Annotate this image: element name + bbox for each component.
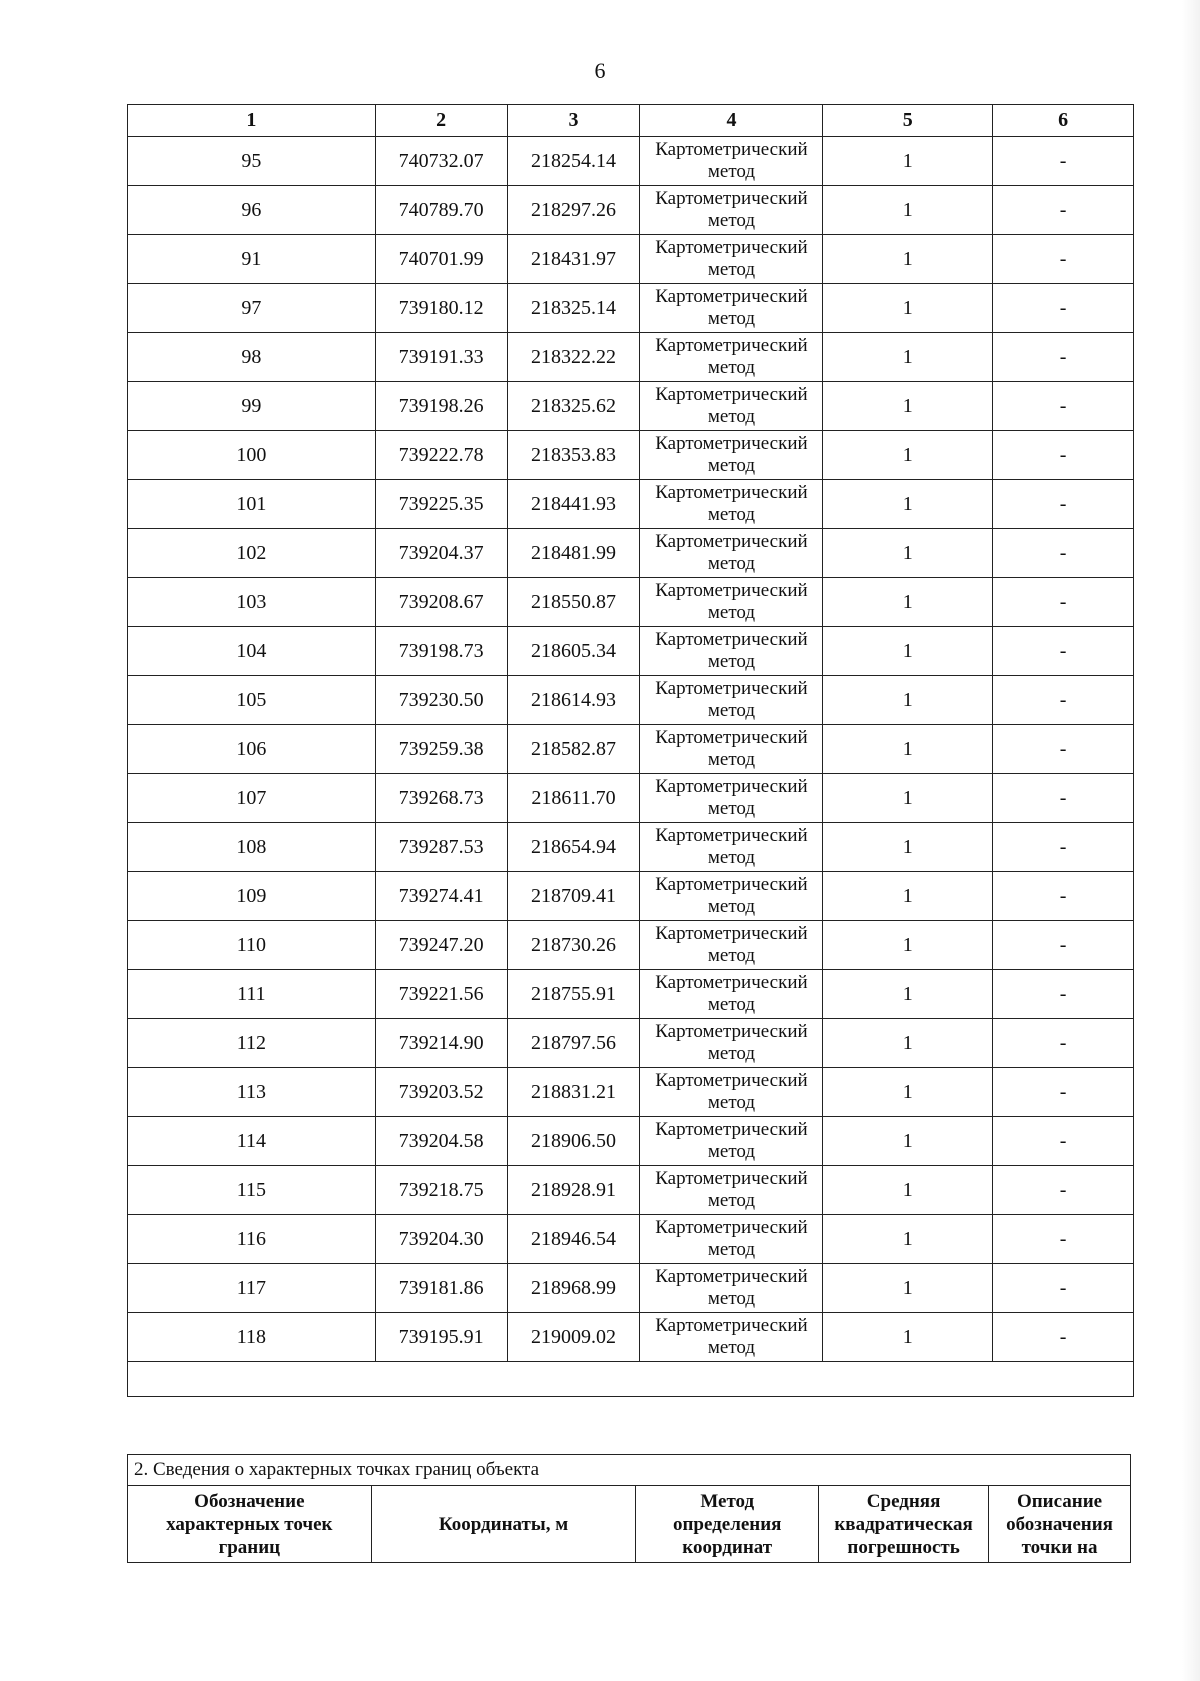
method-line: Картометрический: [655, 433, 808, 454]
method-line: Картометрический: [655, 531, 808, 552]
y-coordinate-cell: 218797.56: [507, 1019, 640, 1068]
method-line: Картометрический: [655, 188, 808, 209]
header-line: Средняя: [866, 1490, 941, 1512]
table-row: [128, 529, 1134, 578]
y-coordinate-cell: 218353.83: [507, 431, 640, 480]
description-cell: -: [993, 431, 1134, 480]
point-number-cell: 103: [128, 578, 376, 627]
x-coordinate-cell: 739203.52: [375, 1068, 507, 1117]
method-line: метод: [707, 161, 756, 182]
method-line: Картометрический: [655, 1266, 808, 1287]
method-line: Картометрический: [655, 825, 808, 846]
header-line: обозначения: [1006, 1513, 1113, 1535]
header-line: определения: [672, 1513, 782, 1535]
table-row: [128, 1068, 1134, 1117]
method-line: метод: [707, 210, 756, 231]
method-line: метод: [707, 798, 756, 819]
x-coordinate-cell: 739287.53: [375, 823, 507, 872]
table-row: [128, 872, 1134, 921]
point-number-cell: 100: [128, 431, 376, 480]
description-cell: -: [993, 235, 1134, 284]
header-line: Метод: [700, 1490, 755, 1512]
table-row: [128, 1019, 1134, 1068]
header-line: характерных точек: [166, 1513, 333, 1535]
section-title-row: [128, 1455, 1131, 1486]
method-line: метод: [707, 455, 756, 476]
method-line: Картометрический: [655, 874, 808, 895]
y-coordinate-cell: 218831.21: [507, 1068, 640, 1117]
x-coordinate-cell: 739218.75: [375, 1166, 507, 1215]
page-number: 6: [594, 58, 606, 83]
method-cell: [640, 284, 823, 333]
method-line: Картометрический: [655, 335, 808, 356]
method-line: Картометрический: [655, 286, 808, 307]
x-coordinate-cell: 739230.50: [375, 676, 507, 725]
method-cell: [640, 1166, 823, 1215]
description-cell: -: [993, 1313, 1134, 1362]
table-row: [128, 578, 1134, 627]
accuracy-cell: 1: [823, 1117, 993, 1166]
method-cell: [640, 137, 823, 186]
method-cell: [640, 725, 823, 774]
table-row: [128, 676, 1134, 725]
x-coordinate-cell: 739208.67: [375, 578, 507, 627]
point-number-cell: 117: [128, 1264, 376, 1313]
header-description: [989, 1486, 1131, 1563]
y-coordinate-cell: 218481.99: [507, 529, 640, 578]
method-cell: [640, 578, 823, 627]
header-line: Координаты, м: [438, 1513, 569, 1535]
table-row: [128, 333, 1134, 382]
method-line: метод: [707, 553, 756, 574]
table-row: [128, 186, 1134, 235]
point-number-cell: 104: [128, 627, 376, 676]
point-number-cell: 98: [128, 333, 376, 382]
x-coordinate-cell: 739259.38: [375, 725, 507, 774]
y-coordinate-cell: 218325.14: [507, 284, 640, 333]
header-line: Описание: [1016, 1490, 1103, 1512]
description-cell: -: [993, 1019, 1134, 1068]
table-row: [128, 1313, 1134, 1362]
accuracy-cell: 1: [823, 1215, 993, 1264]
description-cell: -: [993, 627, 1134, 676]
scan-edge-shadow: [1182, 0, 1200, 1681]
table-row: [128, 1166, 1134, 1215]
y-coordinate-cell: 218550.87: [507, 578, 640, 627]
description-cell: -: [993, 970, 1134, 1019]
header-line: квадратическая: [834, 1513, 973, 1535]
accuracy-cell: 1: [823, 676, 993, 725]
accuracy-cell: 1: [823, 725, 993, 774]
y-coordinate-cell: 218582.87: [507, 725, 640, 774]
method-line: Картометрический: [655, 1070, 808, 1091]
y-coordinate-cell: 218968.99: [507, 1264, 640, 1313]
method-cell: [640, 529, 823, 578]
point-number-cell: 115: [128, 1166, 376, 1215]
accuracy-cell: 1: [823, 431, 993, 480]
y-coordinate-cell: 218611.70: [507, 774, 640, 823]
accuracy-cell: 1: [823, 333, 993, 382]
y-coordinate-cell: 218730.26: [507, 921, 640, 970]
method-line: метод: [707, 1043, 756, 1064]
method-line: метод: [707, 1337, 756, 1358]
y-coordinate-cell: 218654.94: [507, 823, 640, 872]
point-number-cell: 91: [128, 235, 376, 284]
table-row: [128, 137, 1134, 186]
description-cell: -: [993, 872, 1134, 921]
method-line: Картометрический: [655, 629, 808, 650]
table-row: [128, 382, 1134, 431]
accuracy-cell: 1: [823, 823, 993, 872]
x-coordinate-cell: 740701.99: [375, 235, 507, 284]
table-row: [128, 284, 1134, 333]
coordinates-table: [127, 104, 1134, 1397]
x-coordinate-cell: 739180.12: [375, 284, 507, 333]
method-line: Картометрический: [655, 139, 808, 160]
method-cell: [640, 970, 823, 1019]
x-coordinate-cell: 739247.20: [375, 921, 507, 970]
x-coordinate-cell: 739214.90: [375, 1019, 507, 1068]
x-coordinate-cell: 739274.41: [375, 872, 507, 921]
method-cell: [640, 921, 823, 970]
method-line: Картометрический: [655, 580, 808, 601]
header-line: точки на: [1021, 1536, 1098, 1558]
table-row: [128, 1117, 1134, 1166]
x-coordinate-cell: 739221.56: [375, 970, 507, 1019]
point-number-cell: 96: [128, 186, 376, 235]
y-coordinate-cell: 218946.54: [507, 1215, 640, 1264]
column-header-2: 2: [375, 105, 507, 137]
y-coordinate-cell: 218322.22: [507, 333, 640, 382]
y-coordinate-cell: 218254.14: [507, 137, 640, 186]
method-line: метод: [707, 1288, 756, 1309]
method-line: Картометрический: [655, 972, 808, 993]
accuracy-cell: 1: [823, 284, 993, 333]
table-row: [128, 235, 1134, 284]
method-line: Картометрический: [655, 727, 808, 748]
header-coordinates: [371, 1486, 636, 1563]
method-line: метод: [707, 504, 756, 525]
method-cell: [640, 186, 823, 235]
method-line: Картометрический: [655, 482, 808, 503]
point-number-cell: 110: [128, 921, 376, 970]
section-header-row: [128, 1486, 1131, 1563]
accuracy-cell: 1: [823, 921, 993, 970]
method-line: Картометрический: [655, 1119, 808, 1140]
x-coordinate-cell: 740732.07: [375, 137, 507, 186]
method-cell: [640, 1019, 823, 1068]
header-line: границ: [218, 1536, 281, 1558]
method-line: метод: [707, 700, 756, 721]
method-line: Картометрический: [655, 776, 808, 797]
table-row: [128, 627, 1134, 676]
method-cell: [640, 431, 823, 480]
method-line: метод: [707, 896, 756, 917]
x-coordinate-cell: 739198.26: [375, 382, 507, 431]
method-cell: [640, 235, 823, 284]
description-cell: -: [993, 284, 1134, 333]
x-coordinate-cell: 739198.73: [375, 627, 507, 676]
x-coordinate-cell: 739222.78: [375, 431, 507, 480]
accuracy-cell: 1: [823, 480, 993, 529]
point-number-cell: 97: [128, 284, 376, 333]
description-cell: -: [993, 1068, 1134, 1117]
y-coordinate-cell: 218325.62: [507, 382, 640, 431]
method-cell: [640, 1117, 823, 1166]
x-coordinate-cell: 739204.58: [375, 1117, 507, 1166]
method-cell: [640, 676, 823, 725]
method-line: Картометрический: [655, 678, 808, 699]
method-cell: [640, 1264, 823, 1313]
header-point-designation: [128, 1486, 372, 1563]
x-coordinate-cell: 739195.91: [375, 1313, 507, 1362]
accuracy-cell: 1: [823, 627, 993, 676]
x-coordinate-cell: 739204.37: [375, 529, 507, 578]
header-line: Обозначение: [194, 1490, 305, 1512]
table-row: [128, 1264, 1134, 1313]
point-number-cell: 107: [128, 774, 376, 823]
method-line: Картометрический: [655, 1217, 808, 1238]
y-coordinate-cell: 218614.93: [507, 676, 640, 725]
point-number-cell: 118: [128, 1313, 376, 1362]
table-header-row: [128, 105, 1134, 137]
point-number-cell: 106: [128, 725, 376, 774]
method-line: метод: [707, 357, 756, 378]
description-cell: -: [993, 333, 1134, 382]
description-cell: -: [993, 823, 1134, 872]
point-number-cell: 101: [128, 480, 376, 529]
method-line: Картометрический: [655, 1315, 808, 1336]
point-number-cell: 114: [128, 1117, 376, 1166]
table-row: [128, 921, 1134, 970]
description-cell: -: [993, 1166, 1134, 1215]
method-cell: [640, 627, 823, 676]
method-line: метод: [707, 1239, 756, 1260]
point-number-cell: 102: [128, 529, 376, 578]
x-coordinate-cell: 739225.35: [375, 480, 507, 529]
table-row: [128, 725, 1134, 774]
point-number-cell: 109: [128, 872, 376, 921]
method-line: метод: [707, 308, 756, 329]
method-line: метод: [707, 847, 756, 868]
accuracy-cell: 1: [823, 1068, 993, 1117]
point-number-cell: 105: [128, 676, 376, 725]
column-header-1: 1: [128, 105, 376, 137]
method-line: метод: [707, 1190, 756, 1211]
method-cell: [640, 382, 823, 431]
table-row: [128, 1215, 1134, 1264]
description-cell: -: [993, 676, 1134, 725]
description-cell: -: [993, 774, 1134, 823]
point-number-cell: 95: [128, 137, 376, 186]
method-line: метод: [707, 994, 756, 1015]
description-cell: -: [993, 921, 1134, 970]
point-number-cell: 111: [128, 970, 376, 1019]
table-row: [128, 823, 1134, 872]
table-row: [128, 774, 1134, 823]
column-header-3: 3: [507, 105, 640, 137]
accuracy-cell: 1: [823, 1019, 993, 1068]
method-cell: [640, 480, 823, 529]
accuracy-cell: 1: [823, 186, 993, 235]
y-coordinate-cell: 218906.50: [507, 1117, 640, 1166]
method-cell: [640, 1215, 823, 1264]
accuracy-cell: 1: [823, 1313, 993, 1362]
column-header-4: 4: [640, 105, 823, 137]
x-coordinate-cell: 739268.73: [375, 774, 507, 823]
method-line: метод: [707, 1141, 756, 1162]
column-header-6: 6: [993, 105, 1134, 137]
table-row: [128, 970, 1134, 1019]
table-row: [128, 431, 1134, 480]
accuracy-cell: 1: [823, 970, 993, 1019]
description-cell: -: [993, 137, 1134, 186]
accuracy-cell: 1: [823, 578, 993, 627]
method-line: метод: [707, 651, 756, 672]
table-body: [128, 137, 1134, 1362]
method-line: метод: [707, 945, 756, 966]
x-coordinate-cell: 739204.30: [375, 1215, 507, 1264]
accuracy-cell: 1: [823, 529, 993, 578]
x-coordinate-cell: 739181.86: [375, 1264, 507, 1313]
y-coordinate-cell: 219009.02: [507, 1313, 640, 1362]
x-coordinate-cell: 739191.33: [375, 333, 507, 382]
accuracy-cell: 1: [823, 137, 993, 186]
description-cell: -: [993, 725, 1134, 774]
empty-cell: [128, 1362, 1134, 1397]
point-number-cell: 116: [128, 1215, 376, 1264]
method-cell: [640, 872, 823, 921]
y-coordinate-cell: 218709.41: [507, 872, 640, 921]
y-coordinate-cell: 218431.97: [507, 235, 640, 284]
x-coordinate-cell: 740789.70: [375, 186, 507, 235]
section-title: 2. Сведения о характерных точках границ объекта: [128, 1455, 1131, 1486]
accuracy-cell: 1: [823, 774, 993, 823]
method-line: метод: [707, 406, 756, 427]
header-method: [636, 1486, 819, 1563]
header-accuracy: [819, 1486, 989, 1563]
method-cell: [640, 774, 823, 823]
y-coordinate-cell: 218928.91: [507, 1166, 640, 1215]
y-coordinate-cell: 218441.93: [507, 480, 640, 529]
method-cell: [640, 823, 823, 872]
table-row: [128, 480, 1134, 529]
column-header-5: 5: [823, 105, 993, 137]
accuracy-cell: 1: [823, 1264, 993, 1313]
point-number-cell: 113: [128, 1068, 376, 1117]
method-line: метод: [707, 749, 756, 770]
y-coordinate-cell: 218605.34: [507, 627, 640, 676]
method-line: Картометрический: [655, 923, 808, 944]
method-cell: [640, 1068, 823, 1117]
point-number-cell: 112: [128, 1019, 376, 1068]
description-cell: -: [993, 1215, 1134, 1264]
method-line: метод: [707, 259, 756, 280]
accuracy-cell: 1: [823, 235, 993, 284]
accuracy-cell: 1: [823, 872, 993, 921]
point-number-cell: 108: [128, 823, 376, 872]
method-line: Картометрический: [655, 1021, 808, 1042]
method-line: Картометрический: [655, 384, 808, 405]
description-cell: -: [993, 1117, 1134, 1166]
method-line: метод: [707, 602, 756, 623]
description-cell: -: [993, 529, 1134, 578]
description-cell: -: [993, 186, 1134, 235]
accuracy-cell: 1: [823, 382, 993, 431]
y-coordinate-cell: 218297.26: [507, 186, 640, 235]
description-cell: -: [993, 578, 1134, 627]
method-line: Картометрический: [655, 237, 808, 258]
y-coordinate-cell: 218755.91: [507, 970, 640, 1019]
description-cell: -: [993, 1264, 1134, 1313]
section-2-table: [127, 1454, 1131, 1563]
description-cell: -: [993, 480, 1134, 529]
method-line: Картометрический: [655, 1168, 808, 1189]
method-cell: [640, 333, 823, 382]
point-number-cell: 99: [128, 382, 376, 431]
method-line: метод: [707, 1092, 756, 1113]
header-line: координат: [682, 1536, 773, 1558]
method-cell: [640, 1313, 823, 1362]
empty-table-row: [128, 1362, 1134, 1397]
header-line: погрешность: [847, 1536, 960, 1558]
description-cell: -: [993, 382, 1134, 431]
accuracy-cell: 1: [823, 1166, 993, 1215]
